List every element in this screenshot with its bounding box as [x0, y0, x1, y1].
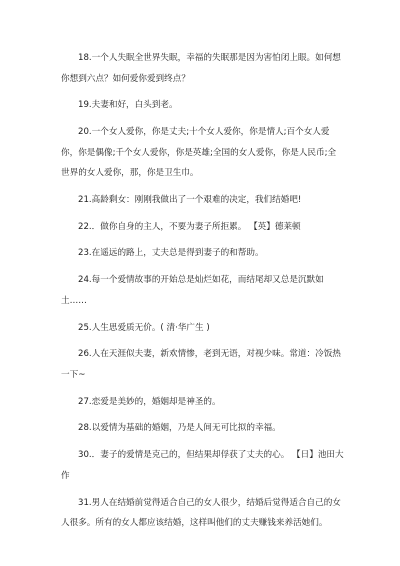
- paragraph-28: 28.以爱情为基础的婚姻，乃是人间无可比拟的幸福。: [78, 423, 281, 434]
- paragraph-31: 31.男人在结婚前觉得适合自己的女人很少，结婚后觉得适合自己的女人很多。所有的女人都应该结婚，这样叫他们的丈夫赚钱来养活她们。: [61, 497, 341, 529]
- paragraph-18: 18.一个人失眠全世界失眠，幸福的失眠那是因为害怕闭上眼。如何想你想到六点？如何爱你爱到终点？: [61, 53, 341, 84]
- paragraph-25: 25.人生思爱质无价。( 清·华广生 ): [78, 322, 210, 333]
- paragraph-26: 26.人在天涯似夫妻，新欢情惨，老到无语，对视少味。常道：冷饭热一下~: [61, 349, 341, 380]
- paragraph-27: 27.恋爱是美妙的，婚姻却是神圣的。: [78, 396, 221, 407]
- paragraph-24: 24.每一个爱情故事的开始总是灿烂如花，而结尾却又总是沉默如土……: [61, 275, 324, 306]
- paragraph-21: 21.高龄剩女：刚刚我做出了一个艰难的决定，我们结婚吧!: [78, 194, 302, 205]
- paragraph-20: 20.一个女人爱你，你是丈夫;十个女人爱你，你是情人;百个女人爱你，你是偶像;千个女人爱你，你是英雄;全国的女人爱你，你是人民币;全世界的女人爱你，那，你是卫生巾。: [61, 127, 337, 179]
- paragraph-22: 22.．做你自身的主人，不要为妻子所拒累。 【英】德莱顿: [78, 221, 301, 232]
- paragraph-23: 23.在遥远的路上，丈夫总是得到妻子的和帮助。: [78, 248, 264, 259]
- paragraph-19: 19.夫妻和好，白头到老。: [78, 100, 178, 111]
- paragraph-30: 30.．妻子的爱情是克己的，但结果却俘获了丈夫的心。 【日】池田大作: [61, 450, 344, 481]
- document-body: [61, 48, 344, 540]
